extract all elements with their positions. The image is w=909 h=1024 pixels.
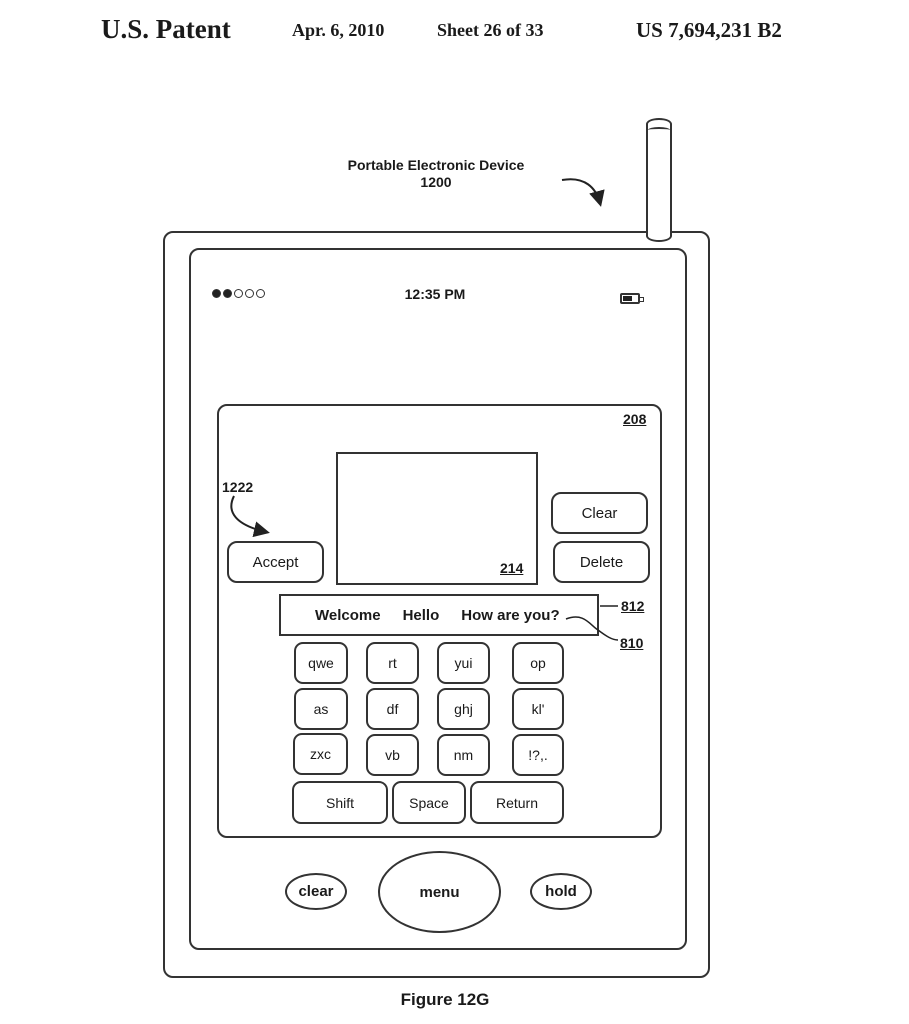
key-vb[interactable]: vb (366, 734, 419, 776)
key-ghj[interactable]: ghj (437, 688, 490, 730)
suggestion-item[interactable]: Hello (402, 606, 440, 624)
patent-date: Apr. 6, 2010 (292, 20, 385, 40)
status-time: 12:35 PM (404, 286, 466, 302)
device-label-name: Portable Electronic Device (347, 157, 525, 173)
delete-button[interactable]: Delete (553, 541, 650, 583)
key-rt[interactable]: rt (366, 642, 419, 684)
key-op[interactable]: op (512, 642, 564, 684)
suggestion-item[interactable]: Welcome (315, 606, 381, 624)
key-qwe[interactable]: qwe (294, 642, 348, 684)
suggestion-item[interactable]: How are you? (461, 606, 560, 624)
ref-suggestion-pointer: 810 (620, 635, 644, 651)
ref-screen: 208 (623, 411, 647, 427)
key-kl[interactable]: kl' (512, 688, 564, 730)
key-df[interactable]: df (366, 688, 419, 730)
clear-button[interactable]: Clear (551, 492, 648, 534)
patent-number: US 7,694,231 B2 (636, 18, 782, 42)
device-label-number: 1200 (420, 174, 452, 190)
figure-caption: Figure 12G (400, 990, 490, 1009)
key-as[interactable]: as (294, 688, 348, 730)
device-pointer-arrow (562, 179, 600, 203)
accept-button[interactable]: Accept (227, 541, 324, 583)
ref-accept-pointer: 1222 (222, 479, 254, 495)
key-yui[interactable]: yui (437, 642, 490, 684)
hardware-menu-button[interactable]: menu (378, 851, 501, 933)
space-key[interactable]: Space (392, 781, 466, 824)
ref-suggestion-bar: 812 (621, 598, 645, 614)
ref-display: 214 (500, 560, 524, 576)
key-nm[interactable]: nm (437, 734, 490, 776)
shift-key[interactable]: Shift (292, 781, 388, 824)
key-zxc[interactable]: zxc (293, 733, 348, 775)
hardware-hold-button[interactable]: hold (530, 873, 592, 910)
accept-pointer-arrow (231, 496, 266, 532)
hardware-clear-button[interactable]: clear (285, 873, 347, 910)
suggestion-pointer-leader (566, 617, 618, 640)
key-punct[interactable]: !?,. (512, 734, 564, 776)
sheet-number: Sheet 26 of 33 (437, 20, 544, 40)
patent-title: U.S. Patent (101, 14, 231, 44)
return-key[interactable]: Return (470, 781, 564, 824)
